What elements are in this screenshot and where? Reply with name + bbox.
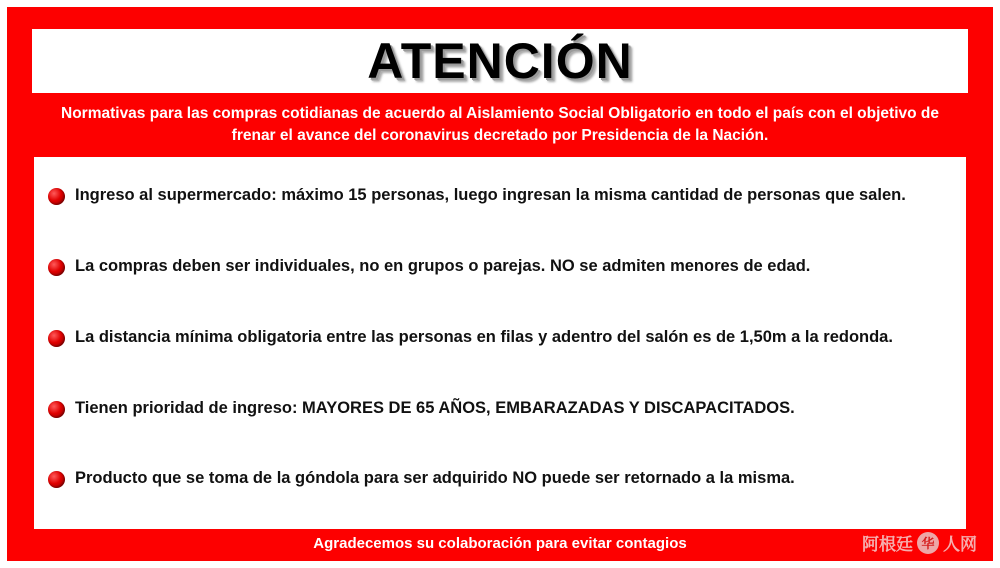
rule-text: La distancia mínima obligatoria entre las personas en filas y adentro del salón es de 1,50m a la redonda. <box>75 327 893 346</box>
list-item <box>48 468 954 489</box>
footer-text: Agradecemos su colaboración para evitar contagios <box>313 535 687 552</box>
page-title: ATENCIÓN <box>367 33 633 89</box>
bullet-icon <box>48 259 65 276</box>
list-item <box>48 256 954 277</box>
watermark-logo-icon: 华 <box>917 532 939 554</box>
title-band <box>32 29 968 93</box>
bullet-icon <box>48 471 65 488</box>
bullet-icon <box>48 401 65 418</box>
subtitle-text: Normativas para las compras cotidianas de acuerdo al Aislamiento Social Obligatorio en todo el país con el objetivo de frenar el avance del coronavirus decretado por Presidencia de la Nación. <box>61 105 939 145</box>
bullet-icon <box>48 188 65 205</box>
rules-panel <box>34 157 966 529</box>
rule-text: Ingreso al supermercado: máximo 15 personas, luego ingresan la misma cantidad de personas que salen. <box>75 186 906 204</box>
list-item <box>48 398 954 419</box>
rule-text: Producto que se toma de la góndola para ser adquirido NO puede ser retornado a la misma. <box>75 469 795 488</box>
rule-text: La compras deben ser individuales, no en grupos o parejas. NO se admiten menores de edad. <box>75 256 811 275</box>
list-item <box>48 327 954 348</box>
watermark-text-right: 人网 <box>943 535 977 555</box>
watermark-text-left: 阿根廷 <box>862 535 913 555</box>
red-border-frame <box>7 7 993 561</box>
bullet-icon <box>48 330 65 347</box>
rule-text: Tienen prioridad de ingreso: MAYORES DE 65 AÑOS, EMBARAZADAS Y DISCAPACITADOS. <box>75 398 795 417</box>
watermark <box>862 530 977 555</box>
rules-list <box>48 185 954 519</box>
list-item <box>48 185 954 206</box>
